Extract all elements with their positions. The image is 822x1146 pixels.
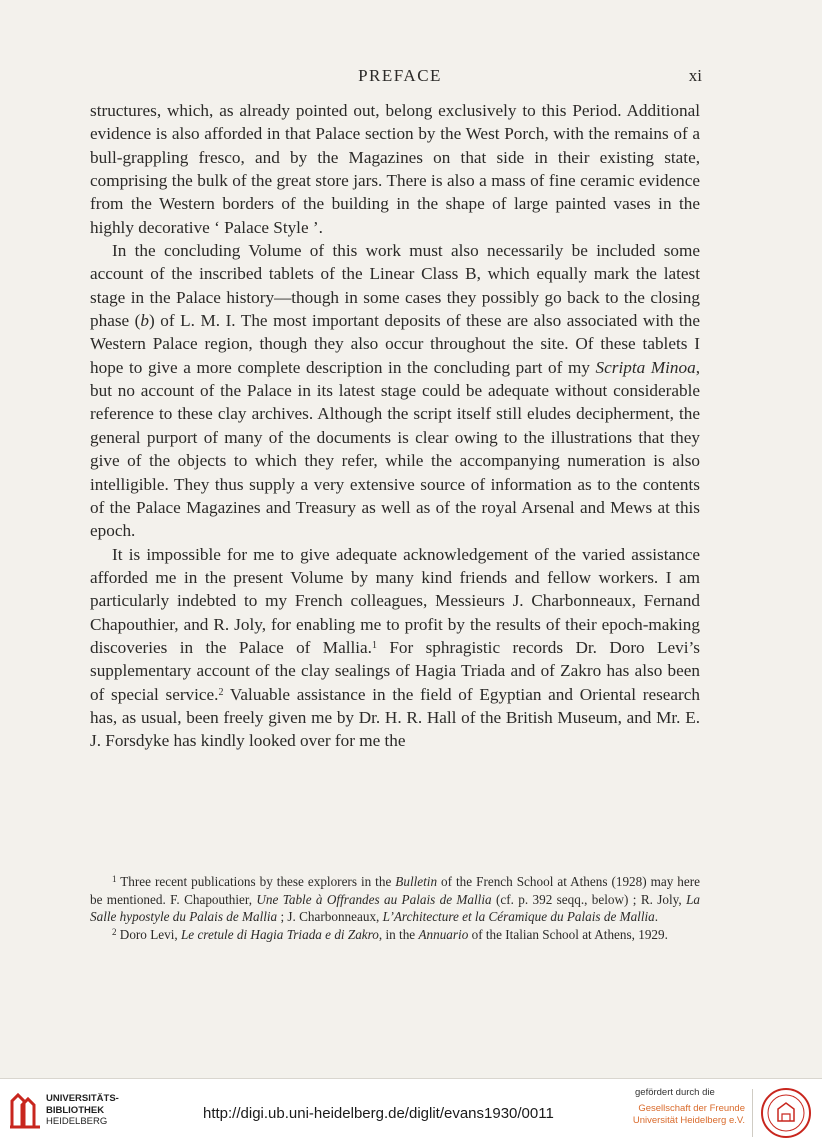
footnote-1-text-i: . <box>654 909 659 925</box>
footnote-2-text-e: of the Italian School at Athens, 1929. <box>468 926 668 942</box>
footnote-1-text-g: ; J. Charbonneaux, <box>277 909 383 925</box>
annuario-title: Annuario <box>418 926 469 942</box>
paragraph-2-italic-b: b <box>140 311 149 331</box>
paragraph-2-text-e: , but no account of the Palace in its latest stage could be adequate without considerable reference to these clay archives. Although the script itself still eludes decipherment, the general purport of many of the documents is clear owing to the illustrations that they give of the objects to which they refer, while the accompanying numeration is also intelligible. They thus supply a very extensive source of information as to the contents of the Palace Magazines and Treasury as well as of the royal Arsenal and Mews at this epoch. <box>90 357 700 541</box>
paragraph-2-text-a: In the concluding Volume of this work must also necessarily be included some account of the inscribed tablets of the Linear Class B, which equally mark the latest stage in the Palace history—though in some cases they possibly go back to the closing phase ( <box>90 241 700 331</box>
university-library-logo-icon <box>8 1091 42 1131</box>
footnote-2-text-a: Doro Levi, <box>116 926 181 942</box>
running-head <box>90 66 710 90</box>
permalink-url[interactable]: http://digi.ub.uni-heidelberg.de/diglit/evans1930/0011 <box>203 1105 554 1122</box>
library-name-line-1: UNIVERSITÄTS- <box>46 1093 119 1104</box>
architecture-ceramique-title: L’Architecture et la Céramique du Palais de Mallia <box>382 909 655 925</box>
sponsor-block <box>615 1087 745 1127</box>
university-library-name <box>46 1093 119 1128</box>
salle-hypostyle-title: La Salle hypostyle du Palais de Mallia <box>90 891 700 925</box>
paragraph-3-text-b: For sphragistic records Dr. Doro Levi’s supplementary account of the clay sealings of Hagia Triada and of Zakro has also been of special service. <box>90 637 700 704</box>
paragraph-1: structures, which, as already pointed out, belong exclusively to this Period. Additional evidence is also afforded in that Palace section by the West Porch, with the remains of a bull-grappling fresco, and by the Magazines on that side in their existing state, comprising the bulk of the great store jars. There is also a mass of fine ceramic evidence from the Western borders of the building in the shape of large painted vases in the highly decorative ‘ Palace Style ’. <box>90 101 700 237</box>
footnote-1-text-e: (cf. p. 392 seqq., below) ; R. Joly, <box>491 891 687 907</box>
footnote-1-text-c: of the French School at Athens (1928) may here be mentioned. F. Chapouthier, <box>90 874 700 907</box>
funded-by-label: gefördert durch die <box>635 1087 715 1098</box>
page-number: xi <box>688 66 702 85</box>
paragraph-3-text-c: Valuable assistance in the field of Egyptian and Oriental research has, as usual, been freely given me by Dr. H. R. Hall of the British Museum, and Mr. E. J. Forsdyke has kindly looked over for me the <box>90 684 700 751</box>
footnote-ref-2: 2 <box>218 686 224 698</box>
footnote-1 <box>90 873 700 926</box>
digitization-footer <box>0 1078 822 1146</box>
scripta-minoa-title: Scripta Minoa <box>595 357 696 377</box>
sponsor-name-line-2: Universität Heidelberg e.V. <box>632 1115 745 1126</box>
footnotes <box>90 873 700 943</box>
footer-divider <box>752 1089 753 1137</box>
footnote-ref-1: 1 <box>371 639 377 651</box>
paragraph-3-text-a: It is impossible for me to give adequate acknowledgement of the varied assistance afforded me in the present Volume by many kind friends and fellow workers. I am particularly indebted to my French colleagues, Messieurs J. Charbonneaux, Fernand Chapouthier, and R. Joly, for enabling me to profit by the results of their epoch-making discoveries in the Palace of Mallia. <box>90 544 700 657</box>
footnote-2-number: 2 <box>112 926 117 937</box>
footnote-1-number: 1 <box>112 874 117 884</box>
sponsor-name-line-1: Gesellschaft der Freunde <box>638 1103 745 1114</box>
paragraph-3 <box>90 543 700 753</box>
library-name-line-2: BIBLIOTHEK <box>46 1104 105 1116</box>
cretule-title: Le cretule di Hagia Triada e di Zakro <box>180 926 379 942</box>
bulletin-title: Bulletin <box>395 874 438 889</box>
paragraph-2 <box>90 239 700 542</box>
footnote-1-text-a: Three recent publications by these explorers in the <box>116 874 396 889</box>
footnote-2 <box>90 926 700 944</box>
body-text <box>90 99 700 753</box>
running-title: PREFACE <box>358 66 442 85</box>
university-seal-icon <box>760 1087 812 1139</box>
paragraph-2-text-c: ) of L. M. I. The most important deposits of these are also associated with the Western Palace region, though they also occur throughout the site. Of these tablets I hope to give a more complete description in the concluding part of my <box>90 311 700 377</box>
table-offrandes-title: Une Table à Offrandes au Palais de Mallia <box>256 891 492 907</box>
footnote-2-text-c: , in the <box>378 926 419 942</box>
library-name-line-3: HEIDELBERG <box>46 1116 108 1127</box>
